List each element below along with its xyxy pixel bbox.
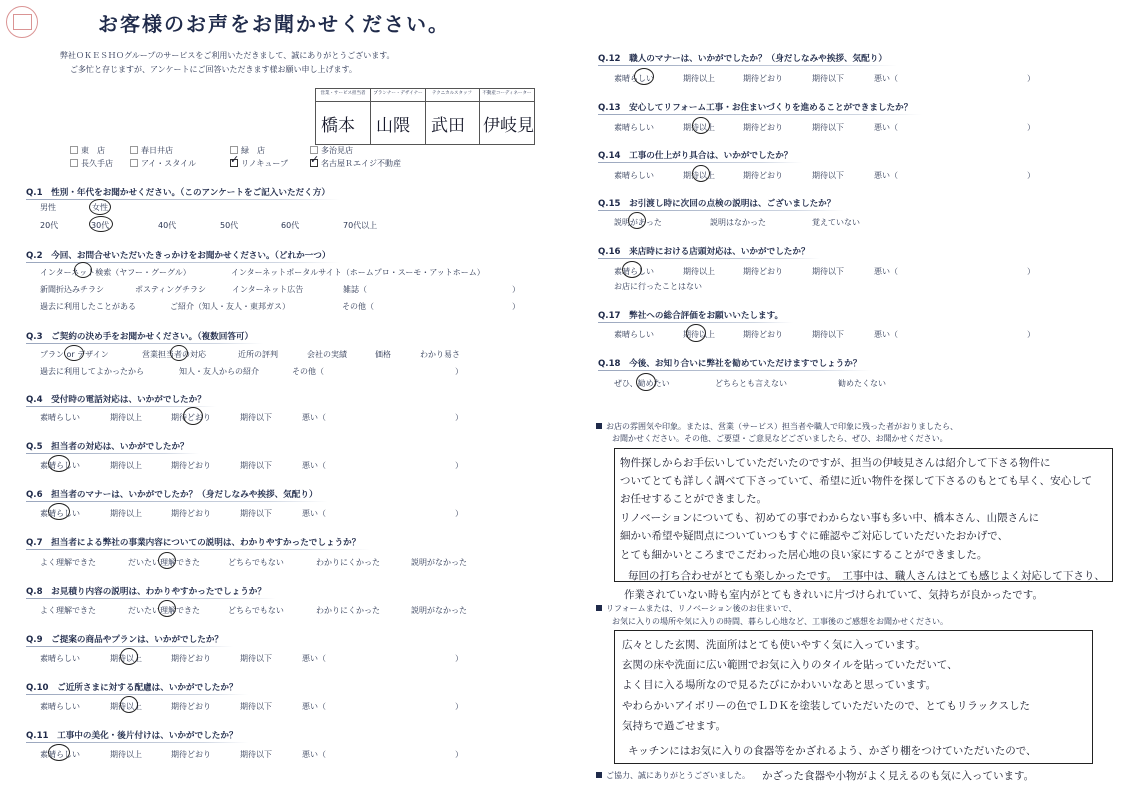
rating-option[interactable]: 期待以上 xyxy=(683,171,715,180)
staff-name: 伊岐見 xyxy=(483,116,534,136)
rating-option[interactable]: 素晴らしい xyxy=(40,654,80,663)
rating-paren: ） xyxy=(1027,74,1035,83)
rating-option[interactable]: 期待以下 xyxy=(240,702,272,711)
rating-option[interactable]: 素晴らしい xyxy=(614,267,654,276)
q2-option[interactable]: ポスティングチラシ xyxy=(135,285,207,294)
comment2-line: キッチンにはお気に入りの食器等をかざれるよう、かざり棚をつけていただいたので、 xyxy=(628,745,1037,757)
gender-female[interactable]: 女性 xyxy=(92,203,108,212)
age-option[interactable]: 50代 xyxy=(220,221,239,230)
q13-title: Q.13 安心してリフォーム工事・お住まいづくりを進めることができましたか？ xyxy=(598,103,913,113)
understand-option[interactable]: よく理解できた xyxy=(40,558,96,567)
rating-option[interactable]: 素晴らしい xyxy=(614,74,654,83)
rating-option[interactable]: 悪い（ xyxy=(302,461,326,470)
understand-option[interactable]: どちらでもない xyxy=(228,558,284,567)
intro-line-1: 弊社ＯＫＥＳＨＯグループのサービスをご利用いただきまして、誠にありがとうございます。 xyxy=(60,51,395,60)
rating-option[interactable]: 悪い（ xyxy=(874,74,898,83)
comment1-line: 細かい希望や疑問点についていつもすぐに確認やご対応していただいたおかげで、 xyxy=(620,530,1009,542)
store-checkbox[interactable]: 長久手店 xyxy=(70,158,113,169)
rating-option[interactable]: 悪い（ xyxy=(302,509,326,518)
rating-option[interactable]: 期待どおり xyxy=(171,750,211,759)
answer-circle xyxy=(89,216,113,232)
rating-option[interactable]: 期待どおり xyxy=(171,702,211,711)
staff-name: 山隈 xyxy=(376,116,410,136)
answer-circle xyxy=(686,324,706,342)
rating-option[interactable]: 期待以下 xyxy=(240,509,272,518)
gender-male[interactable]: 男性 xyxy=(40,203,56,212)
q15-option[interactable]: 覚えていない xyxy=(812,218,860,227)
rating-option[interactable]: 期待どおり xyxy=(171,509,211,518)
rating-option[interactable]: 期待以上 xyxy=(110,461,142,470)
understand-option[interactable]: どちらでもない xyxy=(228,606,284,615)
rating-option[interactable]: 期待どおり xyxy=(743,171,783,180)
rating-option[interactable]: 期待どおり xyxy=(743,74,783,83)
answer-circle xyxy=(48,455,70,472)
rating-paren: ） xyxy=(455,509,463,518)
age-option[interactable]: 70代以上 xyxy=(343,221,378,230)
q4-title: Q.4 受付時の電話対応は、いかがでしたか？ xyxy=(26,395,206,405)
answer-circle xyxy=(48,744,70,761)
q1-title: Q.1 性別・年代をお聞かせください。（このアンケートをご記入いただく方） xyxy=(26,188,330,198)
q18-option[interactable]: ぜひ、勧めたい xyxy=(614,379,670,388)
store-checkbox-checked[interactable]: リノキューブ xyxy=(230,158,288,169)
q16-extra-option[interactable]: お店に行ったことはない xyxy=(614,282,702,291)
rating-option[interactable]: 期待以上 xyxy=(110,654,142,663)
rating-option[interactable]: 期待以下 xyxy=(240,413,272,422)
rating-paren: ） xyxy=(455,750,463,759)
comment1-line: 毎回の打ち合わせがとても楽しかったです。 工事中は、職人さんはとても感じよく対応して下さり、 xyxy=(628,570,1105,582)
q17-title: Q.17 弊社への総合評価をお願いいたします。 xyxy=(598,311,784,321)
q18-option[interactable]: 勧めたくない xyxy=(838,379,886,388)
q16-title: Q.16 来店時における店頭対応は、いかがでしたか？ xyxy=(598,247,810,257)
q3-option[interactable]: 会社の実績 xyxy=(307,350,347,359)
answer-circle xyxy=(622,261,642,278)
rating-option[interactable]: 期待どおり xyxy=(743,330,783,339)
answer-circle xyxy=(634,68,654,85)
rating-option[interactable]: 期待以上 xyxy=(683,267,715,276)
rating-option[interactable]: 期待以下 xyxy=(812,74,844,83)
rating-option[interactable]: 素晴らしい xyxy=(614,123,654,132)
comment2-line: 広々とした玄関、洗面所はとても使いやすく気に入っています。 xyxy=(622,639,926,651)
understand-option[interactable]: わかりにくかった xyxy=(316,558,380,567)
rating-option[interactable]: 悪い（ xyxy=(874,267,898,276)
answer-circle xyxy=(48,503,70,520)
rating-option[interactable]: 素晴らしい xyxy=(40,413,80,422)
store-checkbox[interactable]: 東 店 xyxy=(70,145,105,156)
comment1-line: リノベーションについても、初めての事でわからない事も多い中、橋本さん、山隈さんに xyxy=(620,512,1040,524)
comment2-line: かざった食器や小物がよく見えるのも気に入っています。 xyxy=(762,770,1035,782)
q2-paren: ） xyxy=(512,302,520,311)
q2-option[interactable]: インターネット検索（ヤフー・グーグル） xyxy=(40,268,191,277)
q7-title: Q.7 担当者による弊社の事業内容についての説明は、わかりやすかったでしょうか？ xyxy=(26,538,361,548)
q9-title: Q.9 ご提案の商品やプランは、いかがでしたか？ xyxy=(26,635,224,645)
rating-paren: ） xyxy=(1027,171,1035,180)
rating-option[interactable]: 期待どおり xyxy=(171,461,211,470)
understand-option[interactable]: だいたい理解できた xyxy=(128,606,200,615)
comment2-line: 気持ちで過ごせます。 xyxy=(622,720,727,732)
rating-option[interactable]: 期待どおり xyxy=(743,267,783,276)
answer-circle xyxy=(120,696,138,713)
rating-paren: ） xyxy=(455,702,463,711)
comment2-heading: リフォームまたは、リノベーション後のお住まいで、 xyxy=(596,603,796,614)
staff-role: 営業・サービス担当者 xyxy=(320,91,366,96)
answer-circle xyxy=(692,117,710,134)
rating-option[interactable]: 悪い（ xyxy=(302,413,326,422)
answer-circle xyxy=(692,165,710,182)
store-checkbox-checked[interactable]: 名古屋Ｒエイジ不動産 xyxy=(310,158,401,169)
q3-title: Q.3 ご契約の決め手をお聞かせください。（複数回答可） xyxy=(26,332,254,342)
rating-option[interactable]: 期待以下 xyxy=(812,330,844,339)
rating-option[interactable]: 期待どおり xyxy=(171,413,211,422)
q18-title: Q.18 今後、お知り合いに弊社を勧めていただけますでしょうか？ xyxy=(598,359,862,369)
age-option[interactable]: 30代 xyxy=(91,221,110,230)
q3-option[interactable]: 知人・友人からの紹介 xyxy=(179,367,259,376)
comment2-line: よく目に入る場所なので見るたびにかわいいなあと思っています。 xyxy=(622,679,937,691)
q3-option[interactable]: 近所の評判 xyxy=(238,350,278,359)
rating-option[interactable]: 期待以上 xyxy=(683,74,715,83)
q2-title: Q.2 今回、お問合せいただいたきっかけをお聞かせください。（どれか一つ） xyxy=(26,251,331,261)
age-option[interactable]: 60代 xyxy=(281,221,300,230)
rating-option[interactable]: 素晴らしい xyxy=(40,702,80,711)
rating-option[interactable]: 期待以上 xyxy=(110,509,142,518)
page-title: お客様のお声をお聞かせください。 xyxy=(98,12,450,36)
intro-line-2: ご多忙と存じますが、アンケートにご回答いただきます様お願い申し上げます。 xyxy=(70,65,357,74)
rating-option[interactable]: 期待以上 xyxy=(683,330,715,339)
comment1-line: 物件探しからお手伝いしていただいたのですが、担当の伊岐見さんは紹介して下さる物件に xyxy=(620,457,1051,469)
comment2-line: やわらかいアイボリーの色でＬＤＫを塗装していただいたので、とてもリラックスした xyxy=(622,700,1031,712)
staff-role: テクニカルスタッフ xyxy=(431,91,473,96)
q3-option[interactable]: プラン or デザイン xyxy=(40,350,109,359)
answer-circle xyxy=(89,199,111,215)
rating-option[interactable]: 期待以下 xyxy=(240,461,272,470)
q11-title: Q.11 工事中の美化・後片付けは、いかがでしたか？ xyxy=(26,731,238,741)
comment2-heading-2: お気に入りの場所や気に入りの時間、暮らし心地など、工事後のご感想をお聞かせください。 xyxy=(612,617,948,626)
rating-option[interactable]: 期待以下 xyxy=(812,267,844,276)
answer-circle xyxy=(120,648,138,665)
q2-option[interactable]: ご紹介（知人・友人・東邦ガス） xyxy=(170,302,290,311)
answer-circle xyxy=(628,212,646,229)
q10-title: Q.10 ご近所さまに対する配慮は、いかがでしたか？ xyxy=(26,683,238,693)
q3-option[interactable]: わかり易さ xyxy=(420,350,460,359)
rating-option[interactable]: 期待以上 xyxy=(110,702,142,711)
answer-circle xyxy=(158,552,176,569)
answer-circle xyxy=(636,373,656,391)
rating-option[interactable]: 悪い（ xyxy=(874,330,898,339)
store-checkbox[interactable]: アイ・スタイル xyxy=(130,158,196,169)
store-checkbox[interactable]: 緑 店 xyxy=(230,145,265,156)
q14-title: Q.14 工事の仕上がり具合は、いかがでしたか？ xyxy=(598,151,793,161)
store-checkbox[interactable]: 春日井店 xyxy=(130,145,173,156)
q8-title: Q.8 お見積り内容の説明は、わかりやすかったでしょうか？ xyxy=(26,587,266,597)
q15-option[interactable]: 説明はなかった xyxy=(710,218,766,227)
q2-option[interactable]: インターネット広告 xyxy=(232,285,304,294)
q18-option[interactable]: どちらとも言えない xyxy=(715,379,787,388)
q6-title: Q.6 担当者のマナーは、いかがでしたか？（身だしなみや挨拶、気配り） xyxy=(26,490,318,500)
rating-option[interactable]: 期待以下 xyxy=(812,123,844,132)
q2-option[interactable]: 新聞折込みチラシ xyxy=(40,285,104,294)
q12-title: Q.12 職人のマナーは、いかがでしたか？（身だしなみや挨拶、気配り） xyxy=(598,54,887,64)
comment1-line: ついてとても詳しく調べて下さっていて、希望に近い物件を探して下さるのもとても早く、安心して xyxy=(620,475,1093,487)
comment1-line: とても細かいところまでこだわった居心地の良い家にすることができました。 xyxy=(620,549,988,561)
q15-title: Q.15 お引渡し時に次回の点検の説明は、ございましたか？ xyxy=(598,199,836,209)
thanks-text: ご協力、誠にありがとうございました。 xyxy=(596,770,750,781)
comment1-heading: お店の雰囲気や印象。または、営業（サービス）担当者や職人で印象に残った者がおりましたら、 xyxy=(596,421,958,432)
understand-option[interactable]: だいたい理解できた xyxy=(128,558,200,567)
rating-option[interactable]: 期待以上 xyxy=(683,123,715,132)
q2-option[interactable]: インターネットポータルサイト（ホームプロ・スーモ・アットホーム） xyxy=(231,268,485,277)
answer-circle xyxy=(64,345,84,361)
check-mark: ✓ xyxy=(310,153,320,166)
rating-paren: ） xyxy=(455,413,463,422)
rating-option[interactable]: 素晴らしい xyxy=(40,750,80,759)
company-seal xyxy=(6,6,38,38)
answer-circle xyxy=(74,262,92,278)
rating-option[interactable]: 悪い（ xyxy=(874,123,898,132)
answer-circle xyxy=(158,600,176,617)
rating-option[interactable]: 悪い（ xyxy=(302,750,326,759)
check-mark: ✓ xyxy=(230,153,240,166)
rating-paren: ） xyxy=(1027,267,1035,276)
q2-option[interactable]: 雑誌（ xyxy=(343,285,367,294)
staff-role: 不動産コーディネーター xyxy=(482,91,532,96)
q2-option[interactable]: 過去に利用したことがある xyxy=(40,302,136,311)
rating-paren: ） xyxy=(1027,123,1035,132)
q3-option[interactable]: その他（ xyxy=(292,367,324,376)
rating-paren: ） xyxy=(1027,330,1035,339)
rating-option[interactable]: 悪い（ xyxy=(302,702,326,711)
q2-option[interactable]: その他（ xyxy=(342,302,374,311)
q3-option[interactable]: 過去に利用してよかったから xyxy=(40,367,144,376)
answer-circle xyxy=(183,407,203,425)
staff-role: プランナー・デザイナー xyxy=(373,91,423,96)
rating-option[interactable]: 期待どおり xyxy=(171,654,211,663)
rating-option[interactable]: 期待以上 xyxy=(110,413,142,422)
store-checkbox[interactable]: 多治見店 xyxy=(310,145,353,156)
rating-option[interactable]: 期待以下 xyxy=(812,171,844,180)
rating-option[interactable]: 悪い（ xyxy=(874,171,898,180)
understand-option[interactable]: わかりにくかった xyxy=(316,606,380,615)
rating-option[interactable]: 素晴らしい xyxy=(614,171,654,180)
rating-option[interactable]: 素晴らしい xyxy=(40,461,80,470)
staff-name: 橋本 xyxy=(321,116,355,136)
q2-paren: ） xyxy=(512,285,520,294)
comment1-line: 作業されていない時も室内がとてもきれいに片づけられていて、気持ちが良かったです。 xyxy=(624,589,1043,601)
staff-name: 武田 xyxy=(431,116,465,136)
q5-title: Q.5 担当者の対応は、いかがでしたか？ xyxy=(26,442,189,452)
rating-paren: ） xyxy=(455,654,463,663)
rating-option[interactable]: 素晴らしい xyxy=(614,330,654,339)
comment1-line: お任せすることができました。 xyxy=(620,493,767,505)
understand-option[interactable]: 説明がなかった xyxy=(411,558,467,567)
staff-table xyxy=(315,88,535,145)
q3-option[interactable]: 営業担当者の対応 xyxy=(142,350,206,359)
rating-option[interactable]: 素晴らしい xyxy=(40,509,80,518)
age-option[interactable]: 20代 xyxy=(40,221,59,230)
q3-option[interactable]: 価格 xyxy=(375,350,391,359)
rating-option[interactable]: 期待どおり xyxy=(743,123,783,132)
rating-option[interactable]: 期待以上 xyxy=(110,750,142,759)
rating-option[interactable]: 期待以下 xyxy=(240,654,272,663)
comment1-heading-2: お聞かせください。その他、ご要望・ご意見などございましたら、ぜひ、お聞かせください。 xyxy=(612,434,948,443)
q3-paren: ） xyxy=(455,367,463,376)
q15-option[interactable]: 説明があった xyxy=(614,218,662,227)
rating-option[interactable]: 悪い（ xyxy=(302,654,326,663)
rating-option[interactable]: 期待以下 xyxy=(240,750,272,759)
age-option[interactable]: 40代 xyxy=(158,221,177,230)
comment2-line: 玄関の床や洗面に広い範囲でお気に入りのタイルを貼っていただいて、 xyxy=(622,659,958,671)
understand-option[interactable]: 説明がなかった xyxy=(411,606,467,615)
understand-option[interactable]: よく理解できた xyxy=(40,606,96,615)
answer-circle xyxy=(170,345,188,361)
rating-paren: ） xyxy=(455,461,463,470)
